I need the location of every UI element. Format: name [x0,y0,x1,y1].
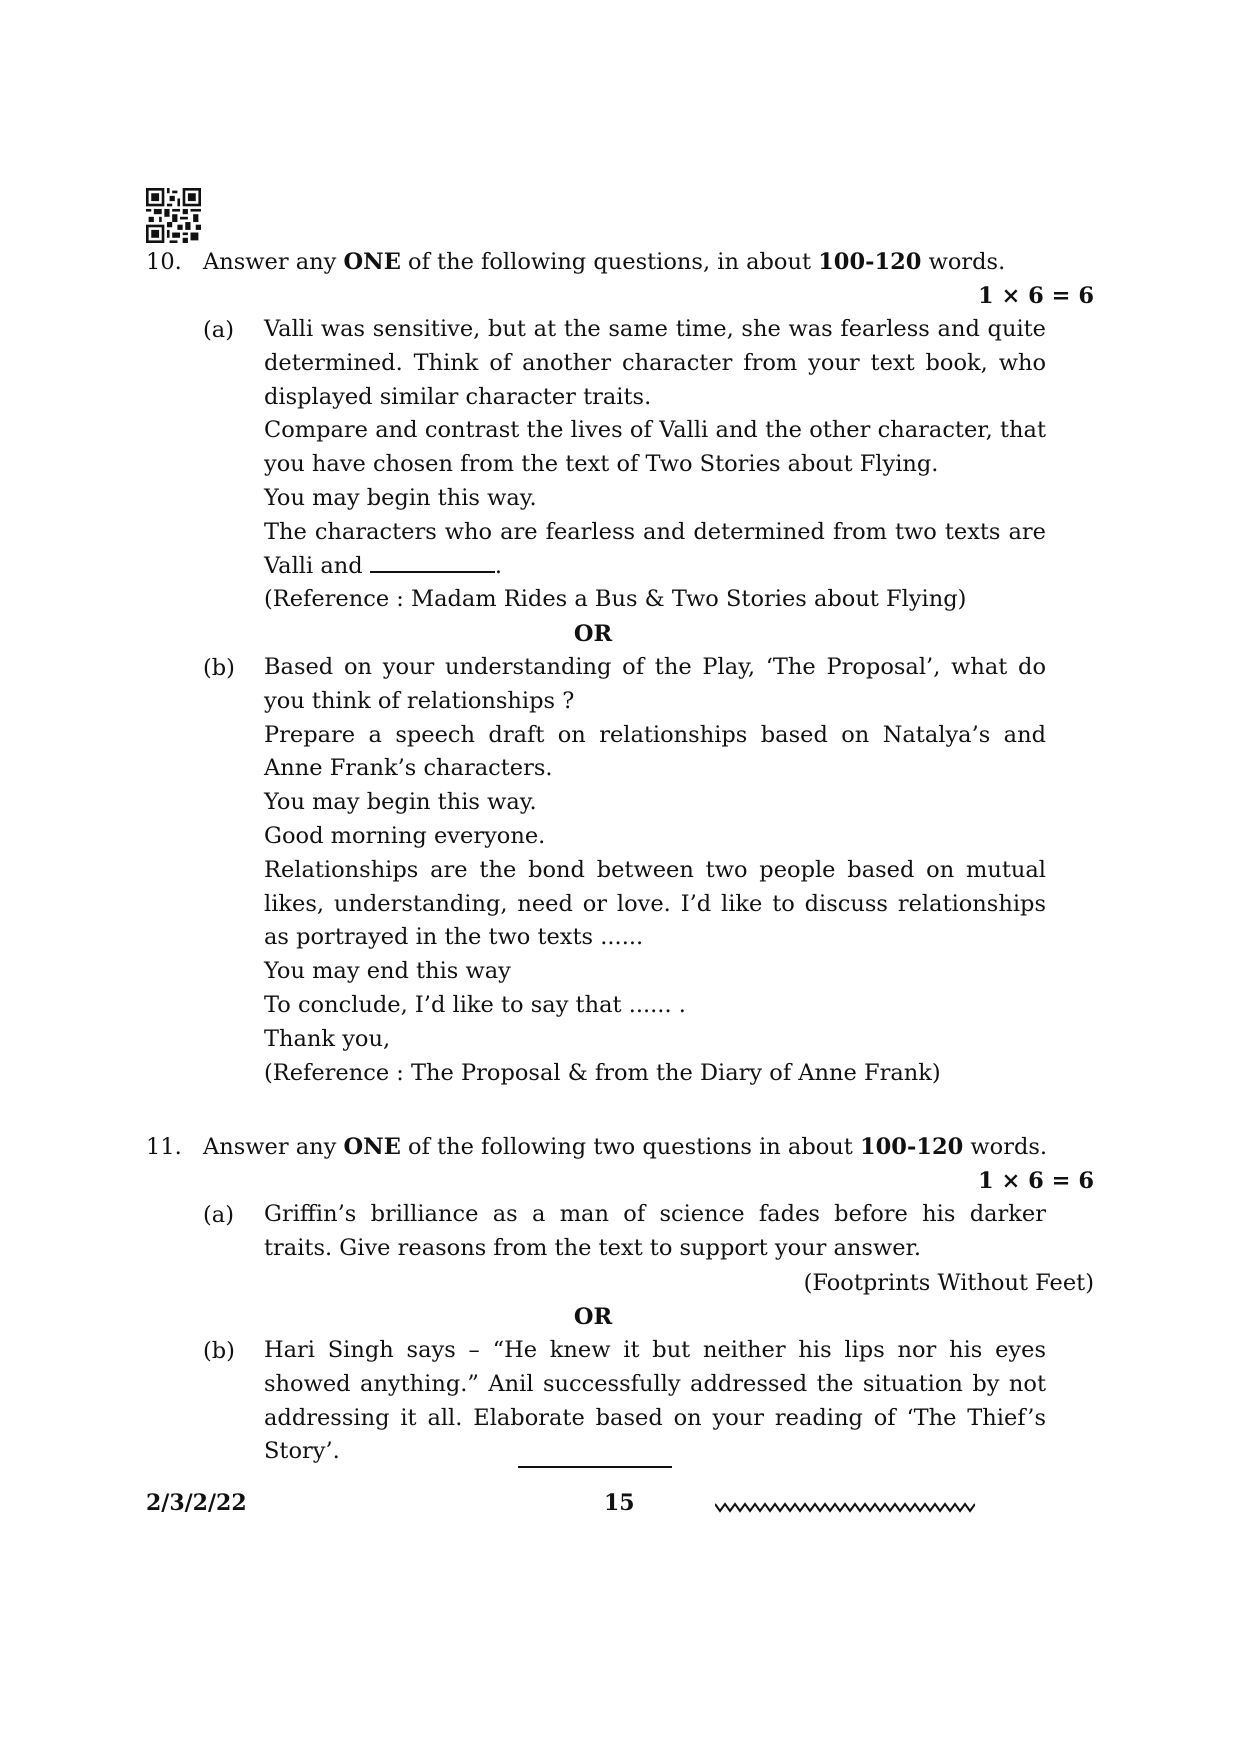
qr-code-icon [146,188,201,243]
question-instruction: Answer any ONE of the following two questions in about 100-120 words. [203,1134,1048,1160]
option-label: (b) [203,655,235,681]
or-separator: OR [573,621,613,647]
paragraph: Hari Singh says – “He knew it but neither his lips nor his eyes showed anything.” Anil successfully addressed the situation by not addressing it all. Elaborate based on your reading of ‘The Thief’s Story’. [264,1337,1046,1465]
paragraph: To conclude, I’d like to say that ...... . [264,991,686,1018]
paragraph: The characters who are fearless and determined from two texts are [264,518,1046,545]
option-label: (a) [203,1202,234,1228]
question-number: 10. [146,249,182,275]
question-instruction: Answer any ONE of the following questions, in about 100-120 words. [203,249,1006,275]
question-10b-body [264,651,1046,1090]
paragraph: Good morning everyone. [264,822,546,849]
marks-label: 1 × 6 = 6 [977,1168,1094,1194]
paragraph: You may begin this way. [264,484,537,511]
question-10a-body [264,313,1046,617]
paragraph: You may end this way [264,958,511,985]
page-number: 15 [604,1490,635,1516]
reference: (Reference : Madam Rides a Bus & Two Stories about Flying) [264,586,967,613]
wavy-line-icon [715,1500,975,1514]
option-label: (b) [203,1338,235,1364]
paragraph: Valli and . [264,552,502,579]
reference: (Reference : The Proposal & from the Diary of Anne Frank) [264,1059,941,1086]
paragraph: Relationships are the bond between two people based on mutual likes, understanding, need or love. I’d like to discuss relationships as portrayed in the two texts ...... [264,856,1046,951]
question-11b-body [264,1334,1046,1469]
reference: (Footprints Without Feet) [803,1270,1094,1296]
question-number: 11. [146,1134,182,1160]
paragraph: Thank you, [264,1025,391,1052]
paragraph: You may begin this way. [264,789,537,816]
paragraph: Compare and contrast the lives of Valli and the other character, that you have chosen from the text of Two Stories about Flying. [264,417,1046,478]
paper-code: 2/3/2/22 [146,1490,247,1516]
paragraph: Prepare a speech draft on relationships based on Natalya’s and Anne Frank’s characters. [264,721,1046,782]
paragraph: Valli was sensitive, but at the same time, she was fearless and quite determined. Think of another character from your text book, who displayed similar character traits. [264,316,1046,410]
or-separator: OR [573,1304,613,1330]
end-rule [518,1466,672,1468]
marks-label: 1 × 6 = 6 [977,283,1094,309]
paragraph: Based on your understanding of the Play, ‘The Proposal’, what do you think of relationships ? [264,654,1046,714]
answer-blank [370,551,495,573]
question-11a-body [264,1198,1046,1266]
paragraph: Griffin’s brilliance as a man of science fades before his darker traits. Give reasons from the text to support your answer. [264,1201,1046,1261]
option-label: (a) [203,317,234,343]
